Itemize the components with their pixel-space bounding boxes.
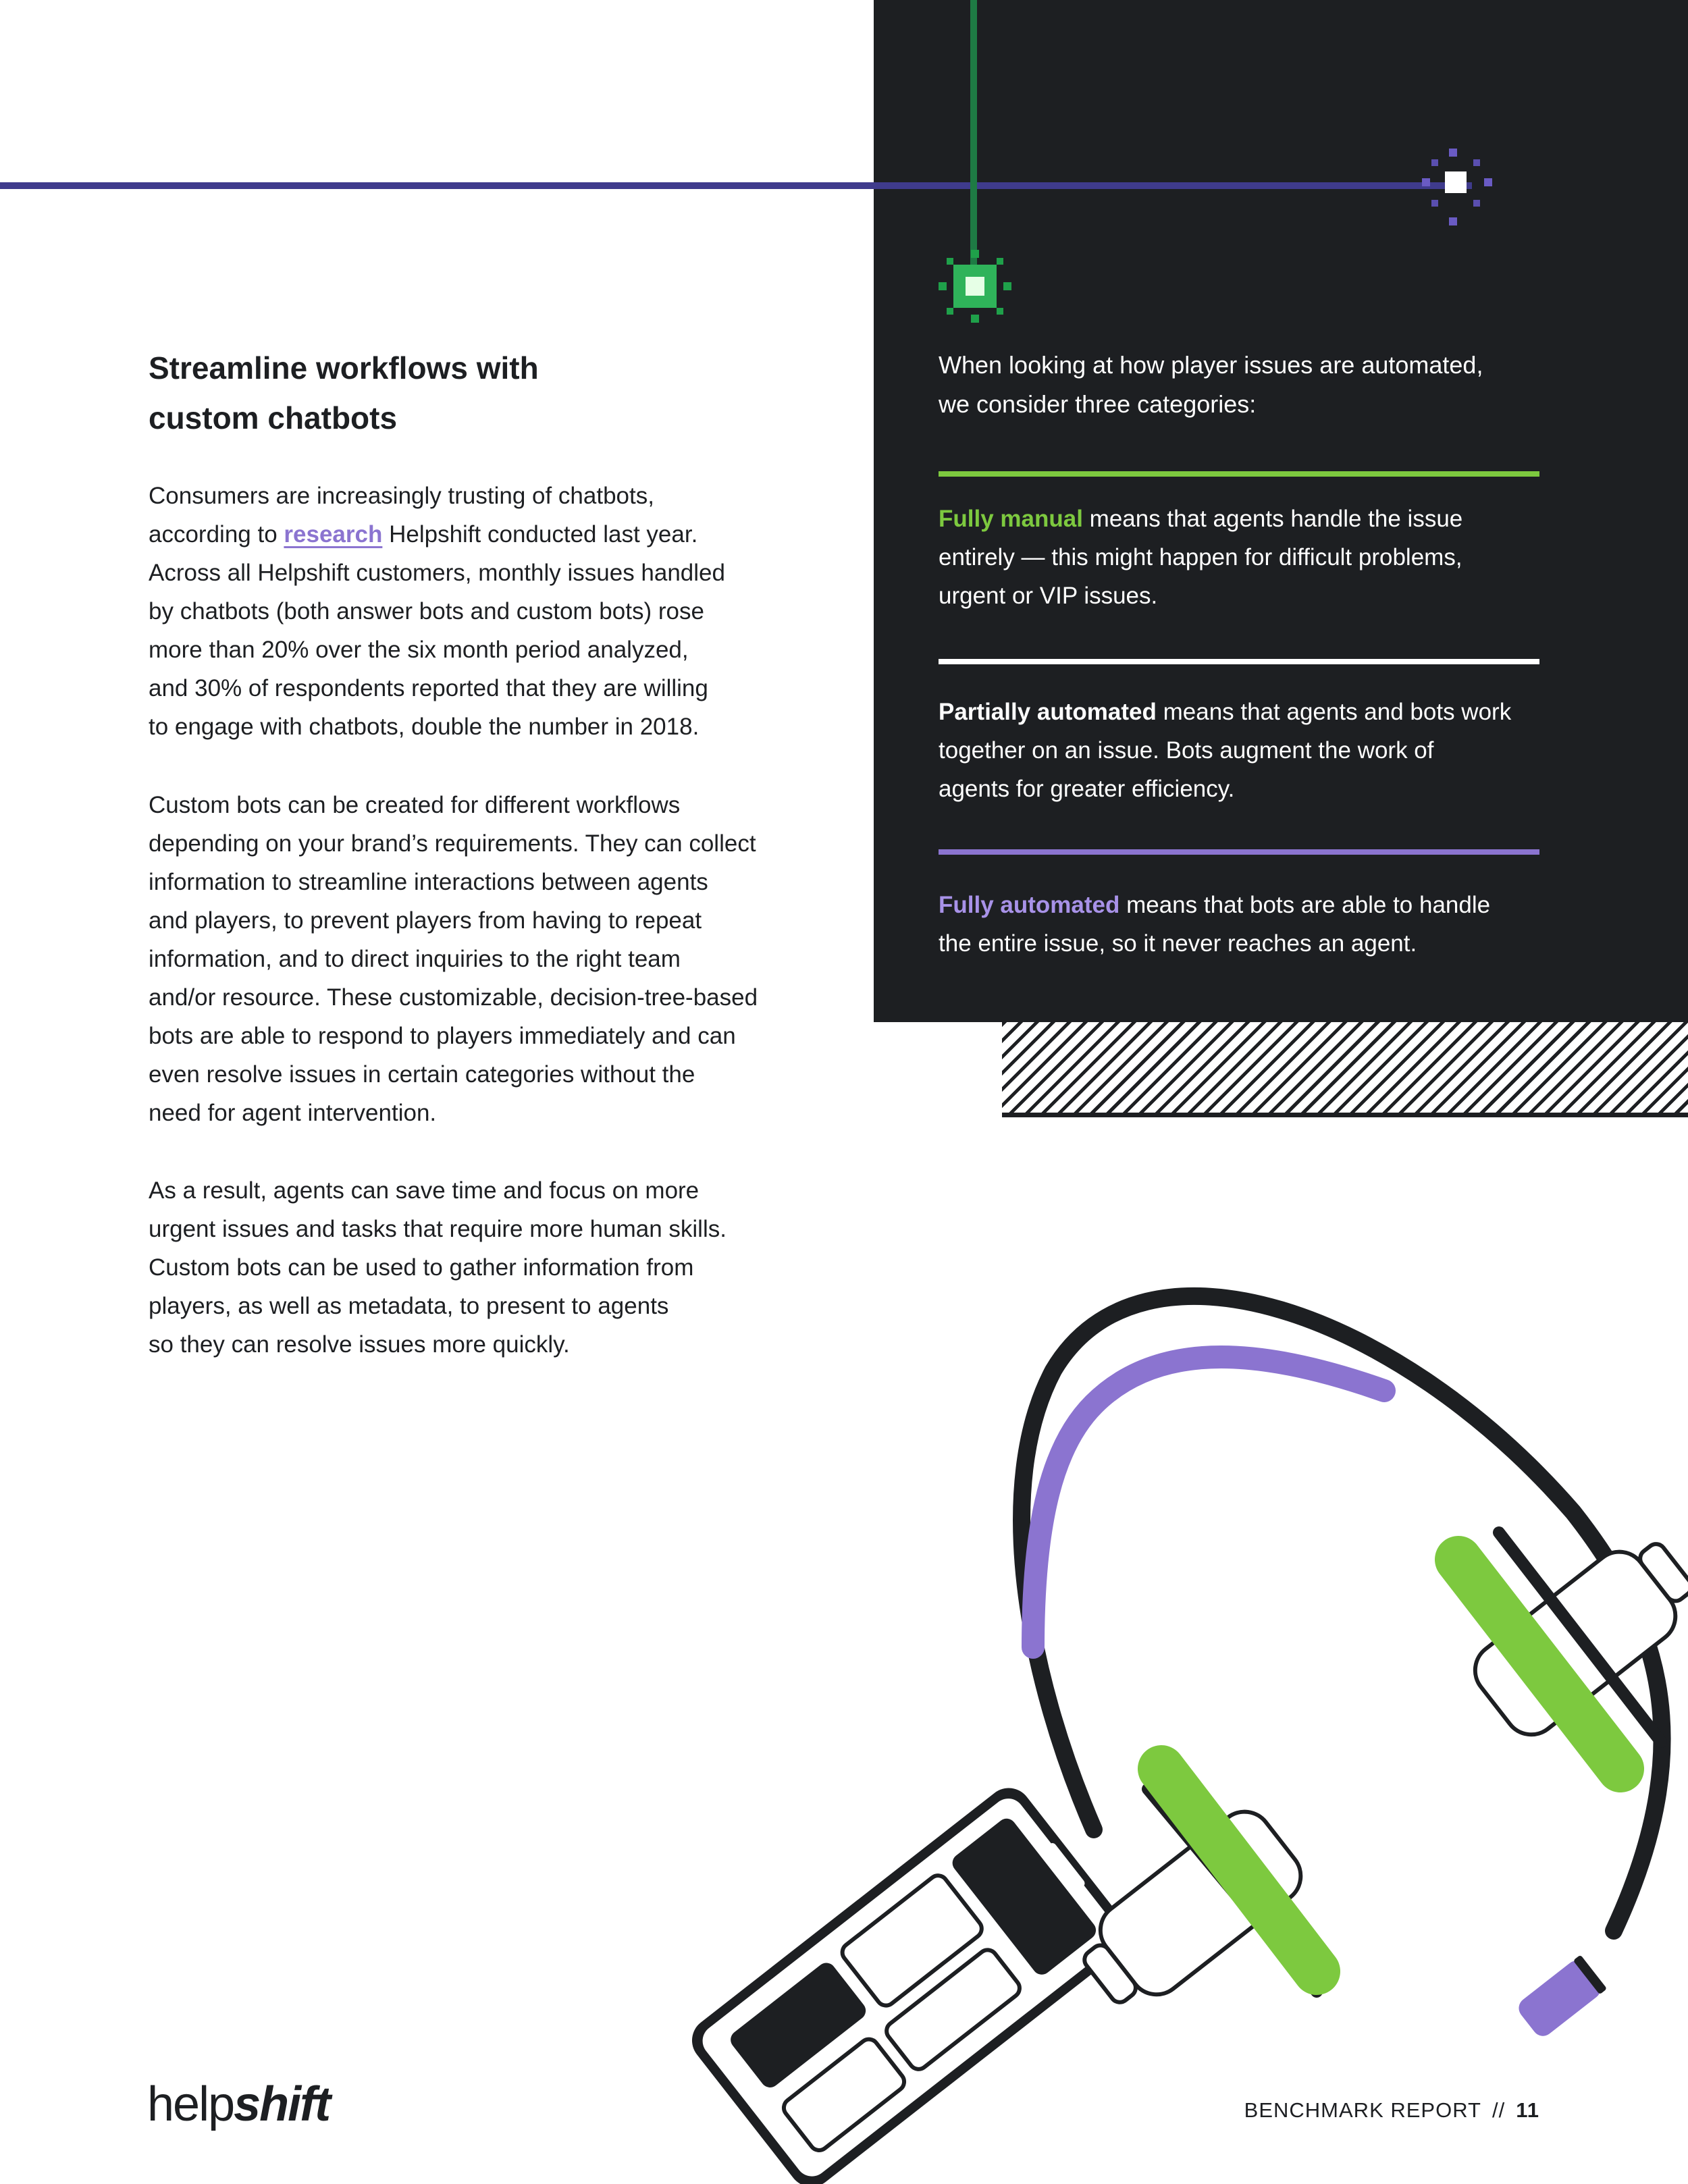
- category-term: Fully automated: [939, 892, 1120, 918]
- page-number: 11: [1516, 2098, 1539, 2122]
- panel-intro: When looking at how player issues are automated, we consider three categories:: [939, 351, 1483, 418]
- logo-light-text: help: [147, 2077, 234, 2131]
- phone-icon: [683, 1779, 1137, 2184]
- category-term: Fully manual: [939, 506, 1083, 532]
- logo-bold-text: shift: [234, 2077, 330, 2131]
- helpshift-logo: [147, 2077, 329, 2132]
- report-title: BENCHMARK REPORT: [1244, 2098, 1481, 2122]
- category-description: means that agents handle the issue entirely — this might happen for difficult problems, urgent or VIP issues.: [939, 506, 1463, 609]
- paragraph-custom-bots: Custom bots can be created for different workflows depending on your brand’s requirements. They can collect information to streamline interactions between agents and players, to prevent players from having to repeat information, and to direct inquiries to the right team and/or resource. These customizable, decision-tree-based bots are able to respond to players immediately and can even resolve issues in certain categories without the need for agent intervention.: [149, 792, 758, 1126]
- footer-separator: //: [1492, 2098, 1506, 2122]
- category-term: Partially automated: [939, 699, 1157, 725]
- research-link[interactable]: research: [284, 521, 383, 548]
- paragraph-research-intro: Consumers are increasingly trusting of chatbots, according to: [149, 483, 654, 548]
- page-footer: [1244, 2098, 1539, 2123]
- paragraph-result: As a result, agents can save time and focus on more urgent issues and tasks that require more human skills. Custom bots can be used to gather information from players, as well as metadata, to present to agents so they can resolve issues more quickly.: [149, 1177, 727, 1358]
- category-description: means that agents and bots work together on an issue. Bots augment the work of agents for greater efficiency.: [939, 699, 1512, 802]
- paragraph-research-rest: Helpshift conducted last year. Across all Helpshift customers, monthly issues handled by chatbots (both answer bots and custom bots) rose more than 20% over the six month period analyzed, and 30% of respondents reported that they are willing to engage with chatbots, double the number in 2018.: [149, 521, 725, 740]
- category-description: means that bots are able to handle the entire issue, so it never reaches an agent.: [939, 892, 1491, 957]
- section-heading: Streamline workflows with custom chatbots: [149, 350, 539, 435]
